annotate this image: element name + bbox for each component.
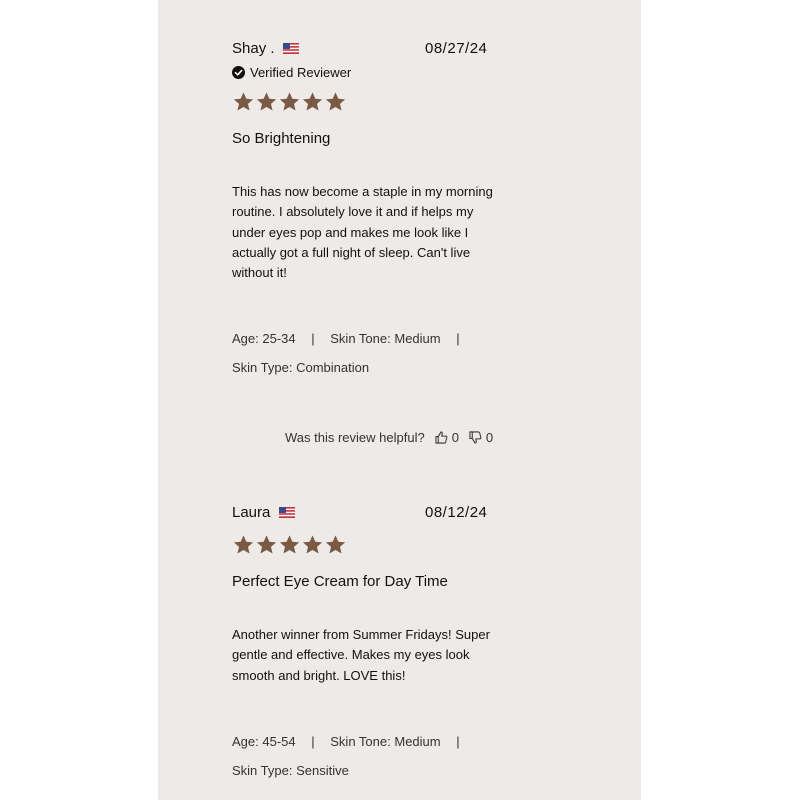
review-body: This has now become a staple in my morning routine. I absolutely love it and if helps my under eyes pop and makes me look like I actually got a full night of sleep. Can't live without it! <box>232 184 493 281</box>
thumbs-down-button[interactable] <box>469 430 493 445</box>
age-value: 25-34 <box>262 331 296 346</box>
star-icon <box>278 534 301 556</box>
thumbs-up-icon <box>435 431 448 444</box>
age-label: Age: <box>232 734 259 749</box>
thumbs-down-icon <box>469 431 482 444</box>
meta-separator: | <box>456 734 460 749</box>
star-icon <box>255 534 278 556</box>
reviews-panel <box>158 0 641 800</box>
review-title: So Brightening <box>232 130 331 147</box>
age-value: 45-54 <box>262 734 296 749</box>
skin-type-label: Skin Type: <box>232 763 293 778</box>
us-flag-icon <box>283 43 299 54</box>
thumbs-up-button[interactable] <box>435 430 459 445</box>
meta-separator: | <box>311 734 315 749</box>
thumbs-up-count: 0 <box>451 430 459 445</box>
skin-type-value: Sensitive <box>296 763 349 778</box>
reviewer-name-row <box>232 40 299 57</box>
helpful-row <box>285 430 493 445</box>
review-card <box>232 40 496 460</box>
star-icon <box>324 91 347 113</box>
skin-tone-label: Skin Tone: <box>330 734 391 749</box>
check-circle-icon <box>232 66 245 79</box>
meta-separator: | <box>311 331 315 346</box>
star-rating <box>232 91 347 113</box>
reviewer-name: Shay . <box>232 40 275 57</box>
star-icon <box>232 534 255 556</box>
review-body: Another winner from Summer Fridays! Super gentle and effective. Makes my eyes look smooth and bright. LOVE this! <box>232 627 490 683</box>
verified-badge <box>232 65 351 80</box>
star-icon <box>255 91 278 113</box>
verified-label: Verified Reviewer <box>250 65 352 80</box>
star-icon <box>232 91 255 113</box>
star-icon <box>324 534 347 556</box>
review-title: Perfect Eye Cream for Day Time <box>232 573 448 590</box>
review-meta-age-tone <box>232 734 472 749</box>
review-date: 08/27/24 <box>425 40 488 57</box>
star-icon <box>278 91 301 113</box>
us-flag-icon <box>279 507 295 518</box>
skin-tone-value: Medium <box>394 734 441 749</box>
reviewer-name-row <box>232 504 295 521</box>
skin-type-value: Combination <box>296 360 370 375</box>
review-date: 08/12/24 <box>425 504 488 521</box>
skin-tone-value: Medium <box>394 331 441 346</box>
review-meta-skin-type <box>232 360 369 375</box>
skin-type-label: Skin Type: <box>232 360 293 375</box>
reviewer-name: Laura <box>232 504 271 521</box>
age-label: Age: <box>232 331 259 346</box>
review-card <box>232 504 496 800</box>
star-icon <box>301 534 324 556</box>
skin-tone-label: Skin Tone: <box>330 331 391 346</box>
helpful-label: Was this review helpful? <box>285 430 425 445</box>
thumbs-down-count: 0 <box>485 430 494 445</box>
review-meta-skin-type <box>232 763 349 778</box>
review-meta-age-tone <box>232 331 472 346</box>
meta-separator: | <box>456 331 460 346</box>
star-icon <box>301 91 324 113</box>
star-rating <box>232 534 347 556</box>
